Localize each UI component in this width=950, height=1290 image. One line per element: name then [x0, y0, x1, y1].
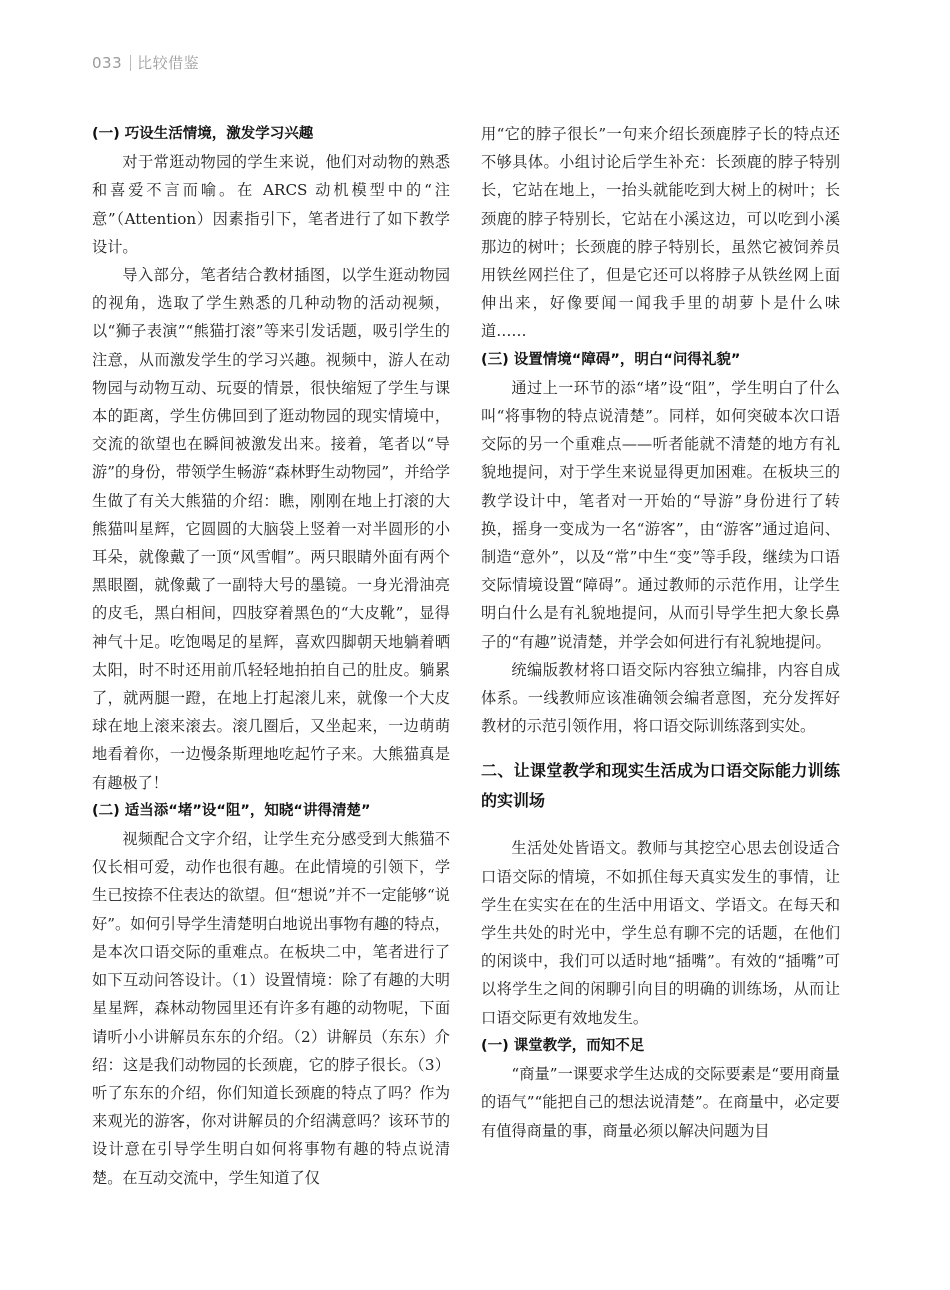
paragraph: 生活处处皆语文。教师与其挖空心思去创设适合口语交际的情境，不如抓住每天真实发生的事情，让学生在实实在在的生活中用语文、学语文。在每天和学生共处的时光中，学生总有聊不完的话题，在他们的闲谈中，我们可以适时地“插嘴”。有效的“插嘴”可以将学生之间的闲聊引向目的明确的训练场，从而让口语交际更有效地发生。 — [481, 839, 840, 1027]
left-column — [92, 120, 450, 1192]
paragraph: 对于常逛动物园的学生来说，他们对动物的熟悉和喜爱不言而喻。在 ARCS 动机模型中的“注意”（Attention）因素指引下，笔者进行了如下教学设计。 — [92, 153, 450, 256]
header-divider — [130, 55, 131, 71]
paragraph: 统编版教材将口语交际内容独立编排，内容自成体系。一线教师应该准确领会编者意图，充分发挥好教材的示范引领作用，将口语交际训练落到实处。 — [481, 660, 840, 736]
subheading-4: (一) 课堂教学，而知不足 — [481, 1037, 645, 1054]
paragraph: “商量”一课要求学生达成的交际要素是“要用商量的语气”“能把自己的想法说清楚”。在商量中，必定要有值得商量的事，商量必须以解决问题为目 — [481, 1065, 840, 1140]
subheading-3: (三) 设置情境“障碍”，明白“问得礼貌” — [481, 351, 741, 368]
paragraph-continued: 用“它的脖子很长”一句来介绍长颈鹿脖子长的特点还不够具体。小组讨论后学生补充：长颈鹿的脖子特别长，它站在地上，一抬头就能吃到大树上的树叶；长颈鹿的脖子特别长，它站在小溪这边，可以吃到小溪那边的树叶；长颈鹿的脖子特别长，虽然它被饲养员用铁丝网拦住了，但是它还可以将脖子从铁丝网上面伸出来，好像要闻一闻我手里的胡萝卜是什么味道…… — [481, 125, 840, 341]
right-column — [481, 120, 840, 1145]
page-number: 033 — [92, 53, 123, 72]
paragraph: 视频配合文字介绍，让学生充分感受到大熊猫不仅长相可爱，动作也很有趣。在此情境的引领下，学生已按捺不住表达的欲望。但“想说”并不一定能够“说好”。如何引导学生清楚明白地说出事物有趣的特点，是本次口语交际的重难点。在板块二中，笔者进行了如下互动问答设计。（1）设置情境：除了有趣的大明星星辉，森林动物园里还有许多有趣的动物呢，下面请听小小讲解员东东的介绍。（2）讲解员（东东）介绍：这是我们动物园的长颈鹿，它的脖子很长。（3）听了东东的介绍，你们知道长颈鹿的特点了吗？作为来观光的游客，你对讲解员的介绍满意吗？该环节的设计意在引导学生明白如何将事物有趣的特点说清楚。在互动交流中，学生知道了仅 — [92, 830, 450, 1187]
paragraph: 导入部分，笔者结合教材插图，以学生逛动物园的视角，选取了学生熟悉的几种动物的活动视频，以“狮子表演”“熊猫打滚”等来引发话题，吸引学生的注意，从而激发学生的学习兴趣。视频中，游人在动物园与动物互动、玩耍的情景，很快缩短了学生与课本的距离，学生仿佛回到了逛动物园的现实情境中，交流的欲望也在瞬间被激发出来。接着，笔者以“导游”的身份，带领学生畅游“森林野生动物园”，并给学生做了有关大熊猫的介绍：瞧，刚刚在地上打滚的大熊猫叫星辉，它圆圆的大脑袋上竖着一对半圆形的小耳朵，就像戴了一顶“风雪帽”。两只眼睛外面有两个黑眼圈，就像戴了一副特大号的墨镜。一身光滑油亮的皮毛，黑白相间，四肢穿着黑色的“大皮靴”，显得神气十足。吃饱喝足的星辉，喜欢四脚朝天地躺着晒太阳，时不时还用前爪轻轻地拍拍自己的肚皮。躺累了，就两腿一蹬，在地上打起滚儿来，就像一个大皮球在地上滚来滚去。滚几圈后，又坐起来，一边萌萌地看着你，一边慢条斯理地吃起竹子来。大熊猫真是有趣极了！ — [92, 266, 450, 792]
subheading-2: (二) 适当添“堵”设“阻”，知晓“讲得清楚” — [92, 802, 371, 819]
section-title: 二、让课堂教学和现实生活成为口语交际能力训练的实训场 — [481, 761, 840, 811]
subheading-1: (一) 巧设生活情境，激发学习兴趣 — [92, 126, 314, 142]
page-header — [92, 52, 199, 73]
paragraph: 通过上一环节的添“堵”设“阻”，学生明白了什么叫“将事物的特点说清楚”。同样，如何突破本次口语交际的另一个重难点——听者能就不清楚的地方有礼貌地提问，对于学生来说显得更加困难。在板块三的教学设计中，笔者对一开始的“导游”身份进行了转换，摇身一变成为一名“游客”，由“游客”通过追问、制造“意外”，以及“常”中生“变”等手段，继续为口语交际情境设置“障碍”。通过教师的示范作用，让学生明白什么是有礼貌地提问，从而引导学生把大象长鼻子的“有趣”说清楚，并学会如何进行有礼貌地提问。 — [481, 378, 840, 651]
section-label: 比较借鉴 — [137, 54, 200, 72]
